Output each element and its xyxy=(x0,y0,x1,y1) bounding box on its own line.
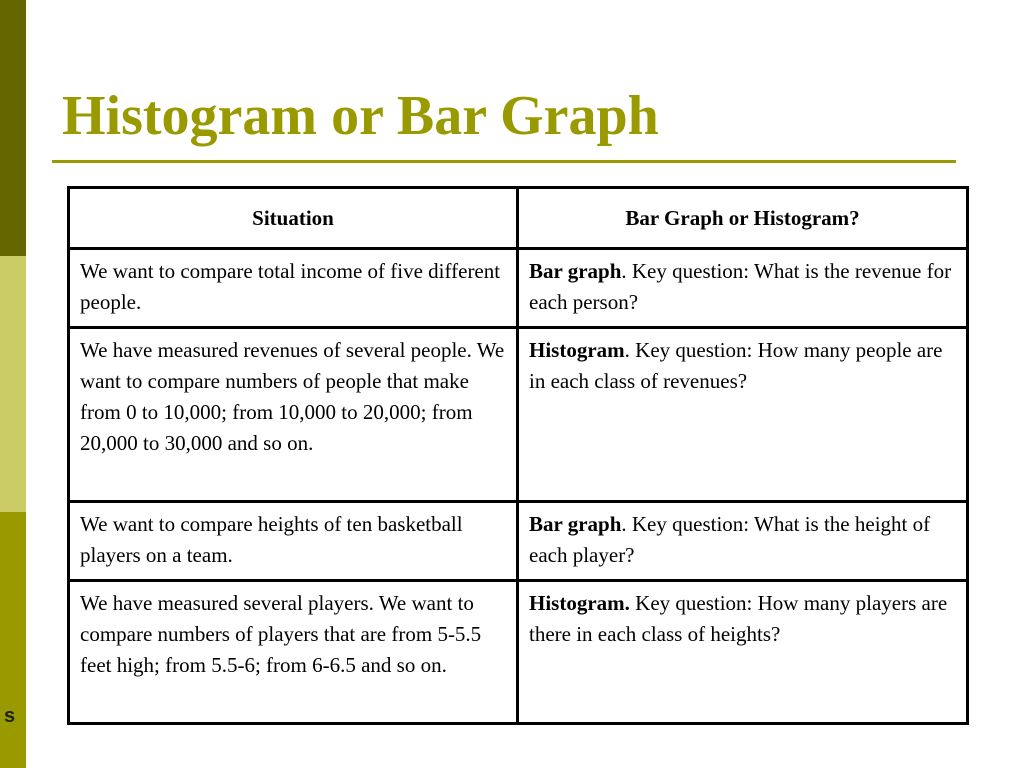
column-header-answer: Bar Graph or Histogram? xyxy=(518,188,968,249)
answer-type: Histogram. xyxy=(529,591,630,615)
side-letter: s xyxy=(4,705,16,727)
answer-cell xyxy=(518,249,968,328)
situation-cell: We want to compare heights of ten basketball players on a team. xyxy=(69,502,518,581)
column-header-situation: Situation xyxy=(69,188,518,249)
table-row xyxy=(69,581,968,724)
title-underline xyxy=(52,160,956,163)
answer-cell xyxy=(518,581,968,724)
answer-question: . Key question: How many people are in each class of revenues? xyxy=(529,338,943,393)
side-strip-top xyxy=(0,0,26,256)
answer-type: Histogram xyxy=(529,338,625,362)
table-header-row xyxy=(69,188,968,249)
table-row xyxy=(69,502,968,581)
answer-type: Bar graph xyxy=(529,259,622,283)
situation-cell: We want to compare total income of five different people. xyxy=(69,249,518,328)
answer-question: . Key question: What is the height of each player? xyxy=(529,512,931,567)
situation-cell: We have measured revenues of several people. We want to compare numbers of people that make from 0 to 10,000; from 10,000 to 20,000; from 20,000 to 30,000 and so on. xyxy=(69,328,518,502)
comparison-table xyxy=(67,186,969,725)
answer-type: Bar graph xyxy=(529,512,622,536)
side-strip-middle xyxy=(0,256,26,512)
side-strip-bottom xyxy=(0,512,26,768)
answer-question: Key question: How many players are there in each class of heights? xyxy=(529,591,948,646)
answer-cell xyxy=(518,502,968,581)
table-row xyxy=(69,249,968,328)
table-row xyxy=(69,328,968,502)
answer-cell xyxy=(518,328,968,502)
slide-title: Histogram or Bar Graph xyxy=(62,85,659,147)
situation-cell: We have measured several players. We want to compare numbers of players that are from 5-5.5 feet high; from 5.5-6; from 6-6.5 and so on. xyxy=(69,581,518,724)
answer-question: . Key question: What is the revenue for each person? xyxy=(529,259,952,314)
